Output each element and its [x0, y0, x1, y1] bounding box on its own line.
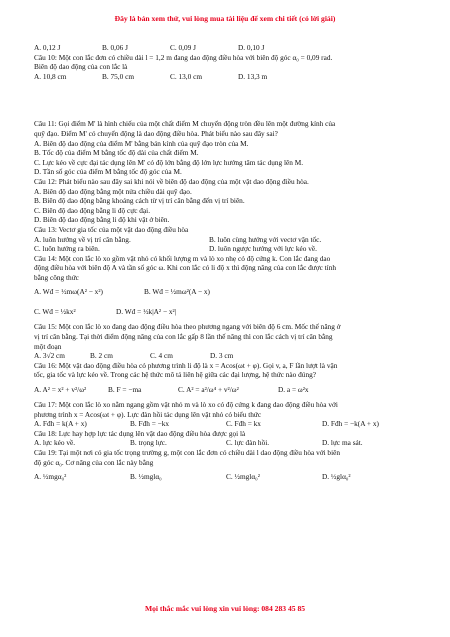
option-c: C. Fđh = kx	[226, 419, 261, 429]
option-d: D. 3 cm	[210, 351, 234, 361]
option-d: D. ½glα₀²	[322, 472, 351, 482]
question-10: Câu 10: Một con lắc đơn có chiều dài l = 1,2 m đang dao động điều hòa với biên độ góc α₀ = 0,09 rad.	[34, 52, 333, 62]
question-16: Câu 16: Một vật dao động điều hòa có phương trình li độ là x = Acos(ωt + φ). Gọi v, a, F lần lượt là vận	[34, 360, 338, 370]
option-b: B. 0,06 J	[102, 43, 128, 52]
option-c: C. 0,09 J	[170, 43, 196, 52]
option-a: A. 10,8 cm	[34, 71, 67, 81]
option-d: D. Fđh = −k(A + x)	[322, 419, 379, 429]
option-b: B. Biên độ dao động bằng khoảng cách từ vị trí cân bằng đến vị trí biên.	[34, 196, 245, 206]
options-10	[34, 72, 420, 82]
option-c: C. 13,0 cm	[170, 71, 203, 81]
option-a: A. Wđ = ½mω(A² − x²)	[34, 287, 103, 297]
option-c: C. Biên độ dao động bằng li độ cực đại.	[34, 205, 151, 215]
option-b: B. Wđ = ½mω²(A − x)	[144, 287, 210, 297]
option-c: C. luôn hướng ra biên.	[34, 244, 100, 254]
option-d: D. Biên độ dao động bằng li độ khi vật ở biên.	[34, 215, 170, 225]
preview-banner: Đây là bản xem thử, vui lòng mua tài liệu để xem chi tiết (có lời giải)	[114, 14, 336, 23]
option-b: B. trọng lực.	[130, 438, 167, 448]
question-18: Câu 18: Lực hay hợp lực tác dụng lên vật dao động điều hòa được gọi là	[34, 428, 246, 438]
option-b: B. 2 cm	[90, 351, 113, 361]
question-15: Câu 15: Một con lắc lò xo đang dao động điều hòa theo phương ngang với biên độ 6 cm. Mốc thế năng ở	[34, 322, 341, 332]
option-c: C. Wđ = ½kx²	[34, 307, 76, 317]
question-14-cont: động điều hòa với biên độ A và tần số góc ω. Khi con lắc có li độ x thì động năng của con lắc được tính	[34, 263, 337, 273]
option-d: D. Wđ = ½k|A² − x²|	[116, 307, 177, 317]
option-a: A. A² = x² + v²/ω²	[34, 385, 87, 395]
option-a: A. lực kéo về.	[34, 438, 76, 448]
option-c: C. A² = a²/ω⁴ + v²/ω²	[178, 385, 239, 395]
options-19	[34, 467, 420, 487]
option-b: B. 75,0 cm	[102, 71, 135, 81]
exam-content	[34, 43, 420, 487]
option-d: D. 0,10 J	[238, 43, 265, 52]
options-16	[34, 380, 420, 400]
question-15-cont: vị trí cân bằng. Tại thời điểm động năng của con lắc gấp 8 lần thế năng thì con lắc cách vị trí cân bằng	[34, 332, 333, 342]
question-15-cont2: một đoạn	[34, 341, 62, 351]
option-b: B. luôn cùng hướng với vectơ vận tốc.	[209, 234, 322, 244]
question-12: Câu 12: Phát biểu nào sau đây sai khi nói về biên độ dao động của một vật dao động điều hòa.	[34, 176, 309, 186]
options-prev	[34, 43, 420, 53]
option-a: A. Biên độ dao động của điểm M' bằng bán kính của quỹ đạo tròn của M.	[34, 138, 249, 148]
option-a: A. ½mgα₀²	[34, 472, 67, 482]
option-c: C. ½mglα₀²	[226, 472, 260, 482]
question-14: Câu 14: Một con lắc lò xo gồm vật nhỏ có khối lượng m và lò xo nhẹ có độ cứng k. Con lắc đang dao	[34, 253, 331, 263]
options-13	[34, 235, 420, 245]
question-19-cont: độ góc α₀. Cơ năng của con lắc này bằng	[34, 457, 154, 467]
question-11: Câu 11: Gọi điểm M' là hình chiếu của một chất điểm M chuyển động tròn đều lên một đường kính của	[34, 119, 336, 129]
option-d: D. lực ma sát.	[322, 438, 363, 448]
option-a: A. 0,12 J	[34, 43, 61, 52]
option-a: A. Biên độ dao động bằng một nửa chiều dài quỹ đạo.	[34, 186, 192, 196]
question-16-cont: tốc, gia tốc và lực kéo về. Trong các hệ thức mô tả liên hệ giữa các đại lượng, hệ thức nào đúng?	[34, 370, 316, 380]
question-11-cont: quỹ đạo. Điểm M' có chuyển động là dao động điều hòa. Phát biểu nào sau đây sai?	[34, 128, 278, 138]
question-17: Câu 17: Một con lắc lò xo nằm ngang gồm vật nhỏ m và lò xo có độ cứng k đang dao động điều hòa với	[34, 400, 338, 410]
option-d: D. luôn ngược hướng với lực kéo về.	[209, 244, 317, 254]
option-d: D. Tần số góc của điểm M bằng tốc độ góc của M.	[34, 167, 182, 177]
options-17	[34, 419, 420, 429]
option-a: A. 3√2 cm	[34, 351, 65, 361]
option-c: C. Lực kéo về cực đại tác dụng lên M' có độ lớn bằng độ lớn lực hướng tâm tác dụng lên M.	[34, 157, 304, 167]
option-c: C. 4 cm	[150, 351, 173, 361]
option-b: B. Fđh = −kx	[130, 419, 170, 429]
option-d: D. 13,3 m	[238, 71, 268, 81]
question-13: Câu 13: Vectơ gia tốc của một vật dao động điều hòa	[34, 224, 189, 234]
contact-banner: Mọi thắc mắc vui lòng xin vui lòng: 084 283 45 85	[144, 604, 306, 613]
option-b: B. F = −ma	[108, 385, 142, 395]
options-18	[34, 438, 420, 448]
option-b: B. Tốc độ của điểm M bằng tốc độ dài của chất điểm M.	[34, 148, 199, 158]
option-d: D. a = ω²x	[278, 385, 309, 395]
options-15	[34, 351, 420, 361]
question-14-cont2: bằng công thức	[34, 272, 79, 282]
option-b: B. ½mglα₀	[130, 472, 162, 482]
option-c: C. lực đàn hồi.	[226, 438, 270, 448]
question-10-cont: Biên độ dao động của con lắc là	[34, 62, 128, 72]
options-14	[34, 282, 420, 302]
option-a: A. Fđh = k(A + x)	[34, 419, 87, 429]
option-a: A. luôn hướng về vị trí cân bằng.	[34, 234, 131, 244]
options-13b	[34, 244, 420, 254]
question-17-cont: phương trình x = Acos(ωt + φ). Lực đàn hồi tác dụng lên vật nhỏ có biểu thức	[34, 409, 262, 419]
options-14b	[34, 302, 420, 322]
question-19: Câu 19: Tại một nơi có gia tốc trọng trường g, một con lắc đơn có chiều dài l dao động điều hòa với biên	[34, 448, 340, 457]
